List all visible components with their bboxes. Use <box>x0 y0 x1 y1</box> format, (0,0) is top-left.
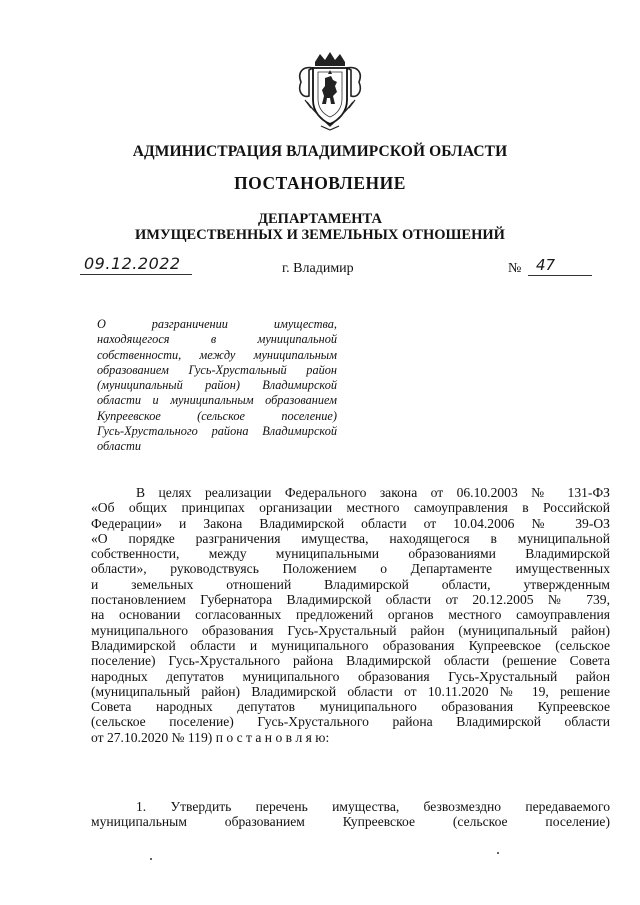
handwritten-number: 47 <box>536 256 556 274</box>
subject-line: Гусь-Хрустального района Владимирской <box>97 424 337 439</box>
city-label: г. Владимир <box>282 261 354 276</box>
subject-line: О разграничении имущества, <box>97 317 337 331</box>
body-line: (сельское поселение) Гусь-Хрустального района Владимирской области <box>91 714 610 730</box>
body-line: муниципального образования Гусь-Хрустальный район (муниципальный район) <box>91 622 610 638</box>
body-line: Совета народных депутатов муниципального образования Купреевское <box>91 699 610 715</box>
item-1-paragraph <box>91 799 610 830</box>
subject-line: (муниципальный район) Владимирской <box>97 378 337 393</box>
department-title-line2: ИМУЩЕСТВЕННЫХ И ЗЕМЕЛЬНЫХ ОТНОШЕНИЙ <box>135 227 505 243</box>
body-line: «О порядке разграничения имущества, находящегося в муниципальной <box>91 530 610 546</box>
number-sign: № <box>508 261 522 276</box>
body-line: В целях реализации Федерального закона от 06.10.2003 № 131-ФЗ <box>136 485 610 500</box>
body-line: народных депутатов муниципального образования Гусь-Хрустальный район <box>91 668 610 684</box>
organization-title: АДМИНИСТРАЦИЯ ВЛАДИМИРСКОЙ ОБЛАСТИ <box>132 143 508 160</box>
body-line: и земельных отношений Владимирской области, утвержденным <box>91 576 610 592</box>
body-line: постановлением Губернатора Владимирской области от 20.12.2005 № 739, <box>91 592 610 608</box>
department-title-line1: ДЕПАРТАМЕНТА <box>258 211 382 227</box>
subject-line: собственности, между муниципальным <box>97 347 337 362</box>
subject-line: образованием Гусь-Хрустальный район <box>97 362 337 377</box>
number-underline <box>528 275 592 276</box>
body-line: Владимирской области и муниципального образования Купреевское (сельское <box>91 637 610 653</box>
body-line: от 27.10.2020 № 119) п о с т а н о в л я ю: <box>91 729 330 745</box>
body-line: собственности, между муниципальными образованиями Владимирской <box>91 546 610 562</box>
scan-speck <box>150 858 152 860</box>
subject-line: области и муниципальным образованием <box>97 393 337 408</box>
body-line: поселение) Гусь-Хрустального района Владимирской области (решение Совета <box>91 653 610 669</box>
item-line: 1. Утвердить перечень имущества, безвозмездно передаваемого <box>136 799 610 814</box>
body-line: Федерации» и Закона Владимирской области от 10.04.2006 № 39-ОЗ <box>91 515 610 531</box>
subject-block <box>97 317 337 455</box>
scan-speck <box>497 852 499 854</box>
handwritten-date: 09.12.2022 <box>84 254 181 273</box>
document-type-title: ПОСТАНОВЛЕНИЕ <box>234 173 406 193</box>
body-line: «Об общих принципах организации местного самоуправления в Российской <box>91 500 610 516</box>
preamble-paragraph <box>91 485 610 745</box>
item-line: муниципальным образованием Купреевское (сельское поселение) <box>91 814 610 830</box>
subject-line: области <box>97 439 142 454</box>
body-line: области», руководствуясь Положением о Департаменте имущественных <box>91 561 610 577</box>
subject-line: находящегося в муниципальной <box>97 332 337 347</box>
date-underline <box>80 274 192 275</box>
body-line: (муниципальный район) Владимирской области от 10.11.2020 № 19, решение <box>91 683 610 699</box>
coat-of-arms-emblem <box>295 52 365 132</box>
subject-line: Купреевское (сельское поселение) <box>97 408 337 423</box>
body-line: на основании согласованных предложений органов местного самоуправления <box>91 607 610 623</box>
